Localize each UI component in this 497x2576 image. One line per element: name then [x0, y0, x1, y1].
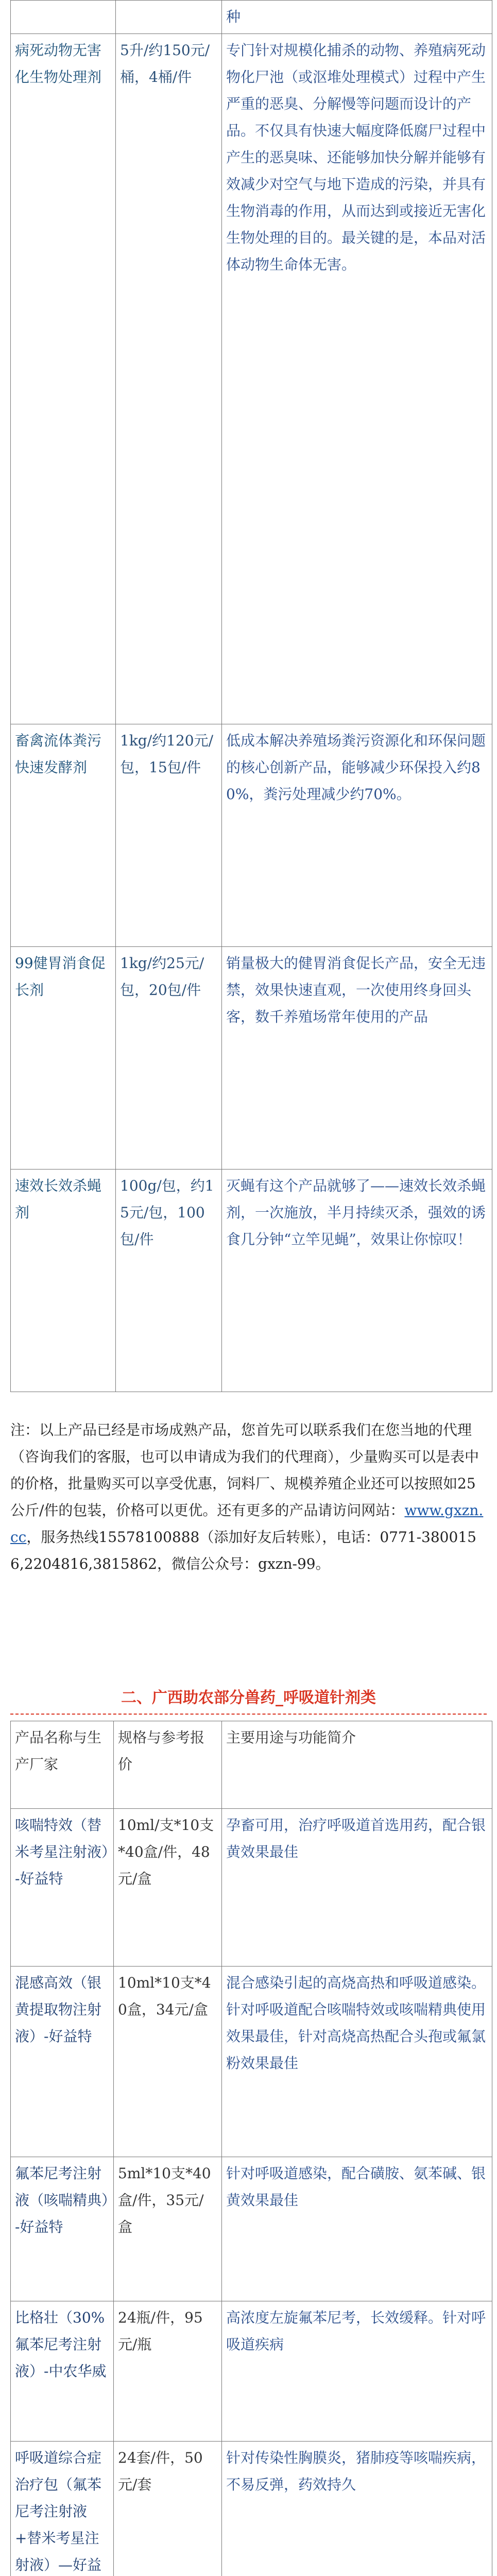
- spec-cell: 24瓶/件，95元/瓶: [114, 2301, 222, 2442]
- product-name-cell: 速效长效杀蝇剂: [11, 1170, 116, 1392]
- spec-cell: 1kg/约120元/包，15包/件: [116, 724, 222, 947]
- section-divider: [10, 1714, 487, 1715]
- product-name-cell: 病死动物无害化生物处理剂: [11, 34, 116, 724]
- product-table-2: [10, 1721, 492, 2576]
- table-row: [11, 1170, 492, 1392]
- column-header: 主要用途与功能简介: [222, 1721, 492, 1809]
- notes-text: 注：以上产品已经是市场成熟产品，您首先可以联系我们在您当地的代理（咨询我们的客服，也可以申请成为我们的代理商），少量购买可以是表中的价格，批量购买可以享受优惠，饲料厂、规模养殖企业还可以按照如25公斤/件的包装，价格可以更优。还有更多的产品请访问网站：: [10, 1421, 479, 1519]
- spec-cell: 100g/包，约15元/包，100包/件: [116, 1170, 222, 1392]
- product-name-cell: 比格壮（30%氟苯尼考注射液）-中农华威: [11, 2301, 114, 2442]
- description-cell: 低成本解决养殖场粪污资源化和环保问题的核心创新产品，能够减少环保投入约80%，粪污处理减少约70%。: [222, 724, 492, 947]
- product-name-cell: 混感高效（银黄提取物注射液）-好益特: [11, 1967, 114, 2157]
- description-cell: 销量极大的健胃消食促长产品，安全无违禁，效果快速直观，一次使用终身回头客，数千养殖场常年使用的产品: [222, 947, 492, 1170]
- notes-contact-text: ，服务热线15578100888（添加好友后转账），电话：0771-3800156,2204816,3815862，微信公众号：gxzn-99。: [10, 1529, 476, 1572]
- spec-cell: 10ml*10支*40盒，34元/盒: [114, 1967, 222, 2157]
- product-name-cell: 呼吸道综合症治疗包（氟苯尼考注射液+替米考星注射液）—好益: [11, 2442, 114, 2576]
- product-name-cell: [11, 1, 116, 34]
- spec-cell: 24套/件，50元/套: [114, 2442, 222, 2576]
- description-cell: 孕畜可用，治疗呼吸道首选用药，配合银黄效果最佳: [222, 1809, 492, 1967]
- table-row: [11, 724, 492, 947]
- table-row: [11, 947, 492, 1170]
- table-row: [11, 2301, 492, 2442]
- product-name-cell: 畜禽流体粪污快速发酵剂: [11, 724, 116, 947]
- section-title-text: 二、广西助农部分兽药_呼吸道针剂类: [121, 1689, 376, 1707]
- description-cell: 针对呼吸道感染，配合磺胺、氨苯碱、银黄效果最佳: [222, 2157, 492, 2301]
- spec-cell: [116, 1, 222, 34]
- section-title: [0, 1685, 497, 1707]
- table-row: [11, 1967, 492, 2157]
- table-header-row: [11, 1721, 492, 1809]
- column-header: 产品名称与生产厂家: [11, 1721, 114, 1809]
- product-name-cell: 咳喘特效（替米考星注射液）-好益特: [11, 1809, 114, 1967]
- spec-cell: 5升/约150元/桶，4桶/件: [116, 34, 222, 724]
- product-table-1: [10, 0, 492, 1392]
- description-cell: 专门针对规模化捕杀的动物、养殖病死动物化尸池（或沤堆处理模式）过程中产生严重的恶臭、分解慢等问题而设计的产品。不仅具有快速大幅度降低腐尸过程中产生的恶臭味、还能够加快分解并能够有效减少对空气与地下造成的污染，并具有生物消毒的作用，从而达到或接近无害化生物处理的目的。最关键的是，本品对活体动物生命体无害。: [222, 34, 492, 724]
- description-cell: 高浓度左旋氟苯尼考，长效缓释。针对呼吸道疾病: [222, 2301, 492, 2442]
- table-row: [11, 2157, 492, 2301]
- spec-cell: 1kg/约25元/包，20包/件: [116, 947, 222, 1170]
- column-header: 规格与参考报价: [114, 1721, 222, 1809]
- description-cell: 混合感染引起的高烧高热和呼吸道感染。针对呼吸道配合咳喘特效或咳喘精典使用效果最佳，针对高烧高热配合头孢或氟氯粉效果最佳: [222, 1967, 492, 2157]
- table-row: [11, 1809, 492, 1967]
- spec-cell: 10ml/支*10支*40盒/件，48元/盒: [114, 1809, 222, 1967]
- table-row: [11, 2442, 492, 2576]
- website-link[interactable]: www.gxzn.cc: [10, 1502, 484, 1546]
- product-name-cell: 99健胃消食促长剂: [11, 947, 116, 1170]
- product-name-cell: 氟苯尼考注射液（咳喘精典）-好益特: [11, 2157, 114, 2301]
- spec-cell: 5ml*10支*40盒/件，35元/盒: [114, 2157, 222, 2301]
- description-cell: 针对传染性胸膜炎，猪肺疫等咳喘疾病，不易反弹，药效持久: [222, 2442, 492, 2576]
- table-row: [11, 1, 492, 34]
- description-cell: 种: [222, 1, 492, 34]
- notes-paragraph: [10, 1417, 489, 1578]
- description-cell: 灭蝇有这个产品就够了——速效长效杀蝇剂，一次施放，半月持续灭杀，强效的诱食几分钟“立竿见蝇”，效果让你惊叹！: [222, 1170, 492, 1392]
- table-row: [11, 34, 492, 724]
